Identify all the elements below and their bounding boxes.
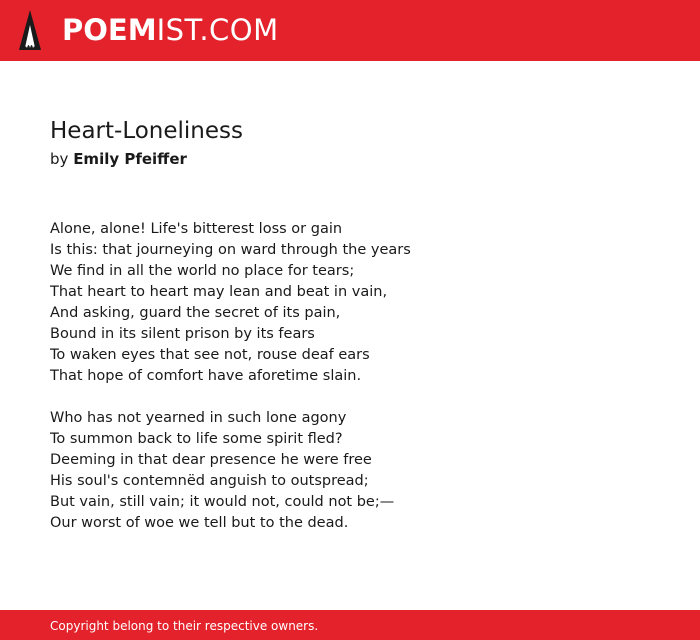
poem-line: His soul's contemnëd anguish to outspread; [50, 473, 369, 489]
logo-text-bold: POEM [62, 13, 157, 47]
poem-line: To summon back to life some spirit fled? [50, 431, 343, 447]
poem-line: We find in all the world no place for tears; [50, 263, 355, 279]
poem-line: But vain, still vain; it would not, could not be;— [50, 494, 395, 510]
poem-stanza-2 [50, 408, 394, 534]
site-header [0, 0, 700, 61]
by-label: by [50, 150, 69, 168]
poem-line: Our worst of woe we tell but to the dead. [50, 515, 349, 531]
poem-line: Is this: that journeying on ward through the years [50, 242, 411, 258]
author-name: Emily Pfeiffer [73, 150, 187, 168]
poem-byline [50, 148, 187, 170]
poem-line: To waken eyes that see not, rouse deaf ears [50, 347, 370, 363]
poem-line: That hope of comfort have aforetime slain. [50, 368, 362, 384]
pencil-icon[interactable] [18, 9, 42, 51]
poem-title: Heart-Loneliness [50, 118, 243, 144]
site-footer [0, 610, 700, 640]
poem-line: Bound in its silent prison by its fears [50, 326, 315, 342]
copyright-text: Copyright belong to their respective owners. [50, 619, 319, 633]
site-logo[interactable] [62, 12, 279, 48]
poem-line: Deeming in that dear presence he were free [50, 452, 372, 468]
poem-stanza-1 [50, 219, 411, 387]
logo-text-light: IST.COM [156, 13, 279, 47]
poem-line: That heart to heart may lean and beat in vain, [50, 284, 388, 300]
poem-line: Alone, alone! Life's bitterest loss or gain [50, 221, 343, 237]
poem-line: Who has not yearned in such lone agony [50, 410, 347, 426]
poem-line: And asking, guard the secret of its pain, [50, 305, 341, 321]
